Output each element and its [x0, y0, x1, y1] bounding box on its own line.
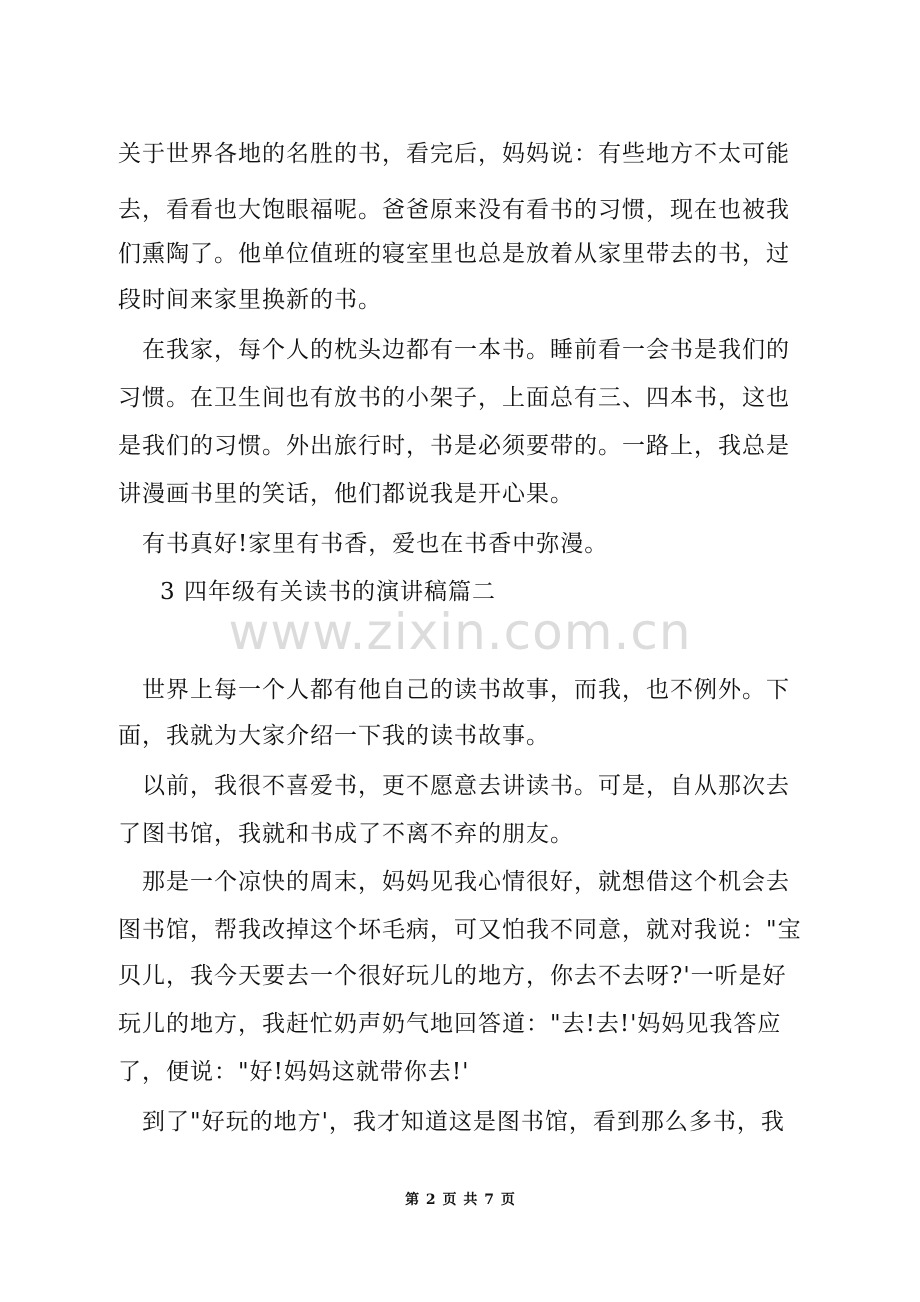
paragraph-line: 在我家，每个人的枕头边都有一本书。睡前看一会书是我们的	[142, 337, 790, 363]
paragraph-line: 以前，我很不喜爱书，更不愿意去讲读书。可是，自从那次去	[142, 773, 790, 799]
paragraph-line: 是我们的习惯。外出旅行时，书是必须要带的。一路上，我总是	[118, 433, 790, 459]
paragraph-line: 习惯。在卫生间也有放书的小架子，上面总有三、四本书，这也	[118, 385, 790, 411]
paragraph-line: 关于世界各地的名胜的书，看完后，妈妈说：有些地方不太可能	[118, 141, 790, 167]
paragraph-line: 那是一个凉快的周末，妈妈见我心情很好，就想借这个机会去	[142, 869, 790, 895]
paragraph-line: 了图书馆，我就和书成了不离不弃的朋友。	[118, 821, 574, 847]
page-number-footer: 第 2 页 共 7 页	[405, 1192, 515, 1208]
paragraph-line: 有书真好!家里有书香，爱也在书香中弥漫。	[142, 531, 609, 557]
paragraph-line: 贝儿，我今天要去一个很好玩儿的地方，你去不去呀?'一听是好	[118, 963, 787, 989]
paragraph-line: 讲漫画书里的笑话，他们都说我是开心果。	[118, 481, 574, 507]
paragraph-line: 们熏陶了。他单位值班的寝室里也总是放着从家里带去的书，过	[118, 241, 790, 267]
section-heading: 3 四年级有关读书的演讲稿篇二	[160, 579, 496, 605]
paragraph-line: 了，便说："好!妈妈这就带你去!'	[118, 1059, 470, 1085]
paragraph-line: 段时间来家里换新的书。	[118, 287, 382, 313]
paragraph-line: 图书馆，帮我改掉这个坏毛病，可又怕我不同意，就对我说："宝	[118, 917, 802, 943]
paragraph-line: 去，看看也大饱眼福呢。爸爸原来没有看书的习惯，现在也被我	[118, 197, 790, 223]
paragraph-line: 世界上每一个人都有他自己的读书故事，而我，也不例外。下	[142, 677, 790, 703]
paragraph-line: 面，我就为大家介绍一下我的读书故事。	[118, 723, 550, 749]
paragraph-line: 到了"好玩的地方'，我才知道这是图书馆，看到那么多书，我	[142, 1109, 785, 1135]
paragraph-line: 玩儿的地方，我赶忙奶声奶气地回答道："去!去!'妈妈见我答应	[118, 1011, 782, 1037]
watermark: www.zixin.com.cn	[228, 603, 692, 661]
